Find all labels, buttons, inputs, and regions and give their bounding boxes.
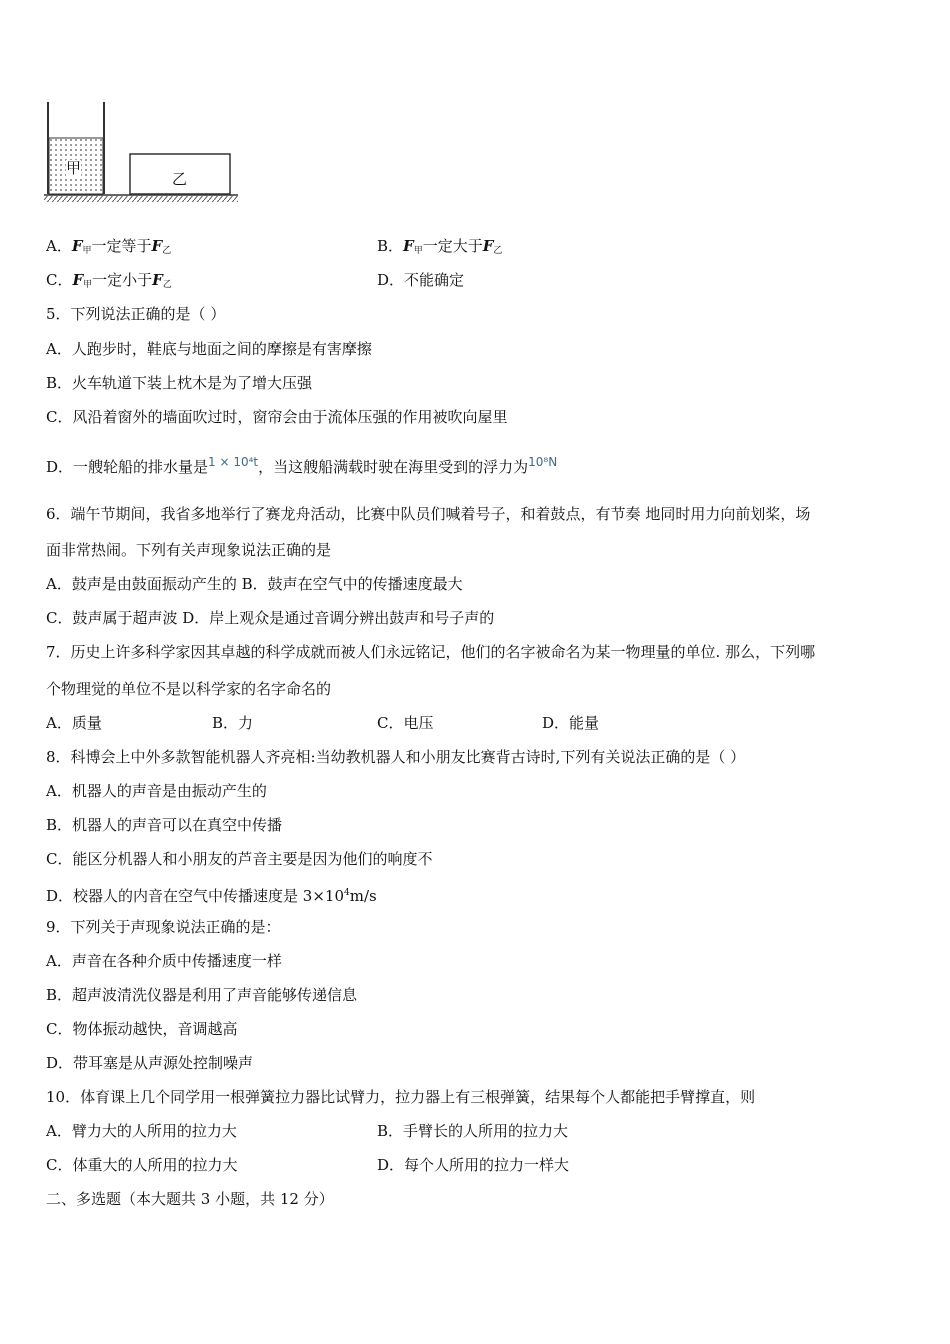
q7-option-b[interactable]: B．力 bbox=[212, 714, 254, 732]
q9-stem: 9．下列关于声现象说法正确的是： bbox=[46, 918, 281, 936]
q9-option-b[interactable]: B．超声波清洗仪器是利用了声音能够传递信息 bbox=[46, 986, 358, 1004]
q10-option-b[interactable]: B．手臂长的人所用的拉力大 bbox=[377, 1122, 569, 1140]
container-block-figure bbox=[44, 98, 244, 208]
q5-math-displacement: 1 × 10⁴t bbox=[208, 455, 259, 469]
q7-option-c[interactable]: C．电压 bbox=[377, 714, 434, 732]
section-heading-multiple-choice: 二、多选题（本大题共 3 小题，共 12 分） bbox=[46, 1190, 334, 1208]
q5-stem: 5．下列说法正确的是（ ） bbox=[46, 305, 226, 323]
q9-option-d[interactable]: D．带耳塞是从声源处控制噪声 bbox=[46, 1054, 254, 1072]
q8-stem: 8．科博会上中外多款智能机器人齐亮相:当幼教机器人和小朋友比赛背古诗时,下列有关说法正确的是（ ） bbox=[46, 748, 746, 766]
q5-option-d[interactable]: D．一艘轮船的排水量是$^{1 \times 10^4t}$，当这艘船满载时驶在海里受到的浮力为$^{10^8N}$ bbox=[46, 455, 558, 476]
q10-option-d[interactable]: D．每个人所用的拉力一样大 bbox=[377, 1156, 570, 1174]
q7-option-d[interactable]: D．能量 bbox=[542, 714, 600, 732]
q8-option-d[interactable]: D．校器人的内音在空气中传播速度是 $3\times 10^4m/s$ bbox=[46, 887, 377, 905]
q7-stem-line1: 7．历史上许多科学家因其卓越的科学成就而被人们永远铭记，他们的名字被命名为某一物理量的单位. 那么，下列哪 bbox=[46, 643, 816, 661]
q6-options-cd[interactable]: C．鼓声属于超声波 D．岸上观众是通过音调分辨出鼓声和号子声的 bbox=[46, 609, 495, 627]
q10-option-c[interactable]: C．体重大的人所用的拉力大 bbox=[46, 1156, 238, 1174]
q6-stem-line2: 面非常热闹。下列有关声现象说法正确的是 bbox=[46, 541, 332, 559]
q4-option-a[interactable]: A．$F_甲$一定等于$F_乙$ bbox=[46, 237, 172, 256]
q8-option-b[interactable]: B．机器人的声音可以在真空中传播 bbox=[46, 816, 283, 834]
q9-option-c[interactable]: C．物体振动越快，音调越高 bbox=[46, 1020, 238, 1038]
q6-options-ab[interactable]: A．鼓声是由鼓面振动产生的 B．鼓声在空气中的传播速度最大 bbox=[46, 575, 463, 593]
q8-option-c[interactable]: C．能区分机器人和小朋友的芦音主要是因为他们的响度不 bbox=[46, 850, 433, 868]
figure-label-b: 乙 bbox=[172, 170, 188, 188]
figure-label-a: 甲 bbox=[66, 159, 82, 177]
q5-option-a[interactable]: A．人跑步时，鞋底与地面之间的摩擦是有害摩擦 bbox=[46, 340, 372, 358]
q7-stem-line2: 个物理觉的单位不是以科学家的名字命名的 bbox=[46, 680, 332, 698]
q6-stem-line1: 6．端午节期间，我省多地举行了赛龙舟活动，比赛中队员们喊着号子，和着鼓点，有节奏 地同时用力向前划桨，场 bbox=[46, 505, 811, 523]
q8-option-a[interactable]: A．机器人的声音是由振动产生的 bbox=[46, 782, 267, 800]
q5-option-b[interactable]: B．火车轨道下装上枕木是为了增大压强 bbox=[46, 374, 313, 392]
q4-option-c[interactable]: C．$F_甲$一定小于$F_乙$ bbox=[46, 271, 172, 290]
q5-option-c[interactable]: C．风沿着窗外的墙面吹过时，窗帘会由于流体压强的作用被吹向屋里 bbox=[46, 408, 508, 426]
q4-option-b[interactable]: B．$F_甲$一定大于$F_乙$ bbox=[377, 237, 503, 256]
q5-math-buoyancy: 10⁸N bbox=[528, 455, 558, 469]
q4-option-d[interactable]: D．不能确定 bbox=[377, 271, 465, 289]
q7-option-a[interactable]: A．质量 bbox=[46, 714, 102, 732]
q10-option-a[interactable]: A．臂力大的人所用的拉力大 bbox=[46, 1122, 237, 1140]
q9-option-a[interactable]: A．声音在各种介质中传播速度一样 bbox=[46, 952, 282, 970]
q10-stem: 10．体育课上几个同学用一根弹簧拉力器比试臂力，拉力器上有三根弹簧，结果每个人都能把手臂撑直，则 bbox=[46, 1088, 756, 1106]
